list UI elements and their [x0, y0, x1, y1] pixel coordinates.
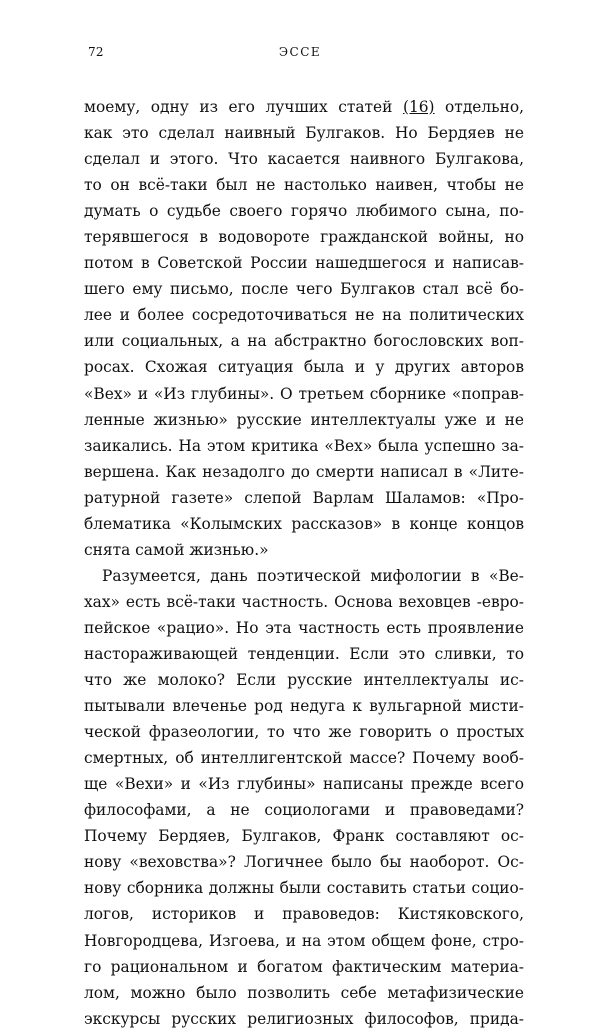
- text-line: нову сборника должны были составить статьи социо-: [84, 879, 524, 898]
- text-line: [84, 94, 524, 120]
- text-line: логов, историков и правоведов: Кистяковского,: [84, 905, 524, 924]
- text-line: заикались. На этом критика «Вех» была успешно за-: [84, 436, 524, 455]
- text-line: вершена. Как незадолго до смерти написал в «Лите-: [84, 462, 524, 481]
- text-line: пейское «рацио». Но эта частность есть проявление: [84, 618, 524, 637]
- text-line: сделал и этого. Что касается наивного Булгакова,: [84, 150, 524, 169]
- text-line: лом, можно было позволить себе метафизические: [84, 983, 524, 1002]
- text-line: «Вех» и «Из глубины». О третьем сборнике «поправ-: [84, 384, 524, 403]
- text-line: смертных, об интеллигентской массе? Почему вооб-: [84, 749, 524, 768]
- running-header-title: ЭССЕ: [278, 45, 322, 59]
- text-line: потом в Советской России нашедшегося и написав-: [84, 254, 524, 273]
- text-line: как это сделал наивный Булгаков. Но Бердяев не: [84, 124, 524, 143]
- text-line: думать о судьбе своего горячо любимого сына, по-: [84, 202, 524, 221]
- text-line: пытывали влеченье род недуга к вульгарной мисти-: [84, 697, 524, 716]
- text-line: го рациональном и богатом фактическим материа-: [84, 957, 524, 976]
- text-line: Разумеется, дань поэтической мифологии в «Ве-: [102, 566, 524, 585]
- footnote-reference-link[interactable]: (16): [402, 98, 435, 116]
- text-line: нову «веховства»? Логичнее было бы наоборот. Ос-: [84, 853, 524, 872]
- page-number: 72: [88, 45, 104, 59]
- text-line: ческой фразеологии, то что же говорить о простых: [84, 723, 524, 742]
- text-span: отдельно,: [434, 98, 524, 116]
- text-line: Новгородцева, Изгоева, и на этом общем фоне, стро-: [84, 931, 524, 950]
- body-text: [84, 94, 524, 1032]
- text-line: философами, а не социологами и правоведами?: [84, 801, 524, 820]
- text-line: ленные жизнью» русские интеллектуалы уже и не: [84, 410, 524, 429]
- text-line: ратурной газете» слепой Варлам Шаламов: «Про-: [84, 488, 524, 507]
- text-line: экскурсы русских религиозных философов, прида-: [84, 1009, 524, 1028]
- text-line: Почему Бердяев, Булгаков, Франк составляют ос-: [84, 827, 524, 846]
- text-line: блематика «Колымских рассказов» в конце концов: [84, 514, 524, 533]
- text-line: настораживающей тенденции. Если это сливки, то: [84, 644, 524, 663]
- text-line: что же молоко? Если русские интеллектуалы ис-: [84, 671, 524, 690]
- text-line: ще «Вехи» и «Из глубины» написаны прежде всего: [84, 775, 524, 794]
- text-line: хах» есть всё-таки частность. Основа веховцев -евро-: [84, 592, 524, 611]
- text-line: терявшегося в водовороте гражданской войны, но: [84, 228, 524, 247]
- text-line: шего ему письмо, после чего Булгаков стал всё бо-: [84, 280, 524, 299]
- text-line: росах. Схожая ситуация была и у других авторов: [84, 358, 524, 377]
- text-line: то он всё-таки был не настолько наивен, чтобы не: [84, 176, 524, 195]
- text-span: моему, одну из его лучших статей: [84, 98, 403, 116]
- text-line: снята самой жизнью.»: [84, 540, 269, 559]
- text-line: или социальных, а на абстрактно богословских воп-: [84, 332, 524, 351]
- text-line: лее и более сосредоточиваться не на политических: [84, 306, 524, 325]
